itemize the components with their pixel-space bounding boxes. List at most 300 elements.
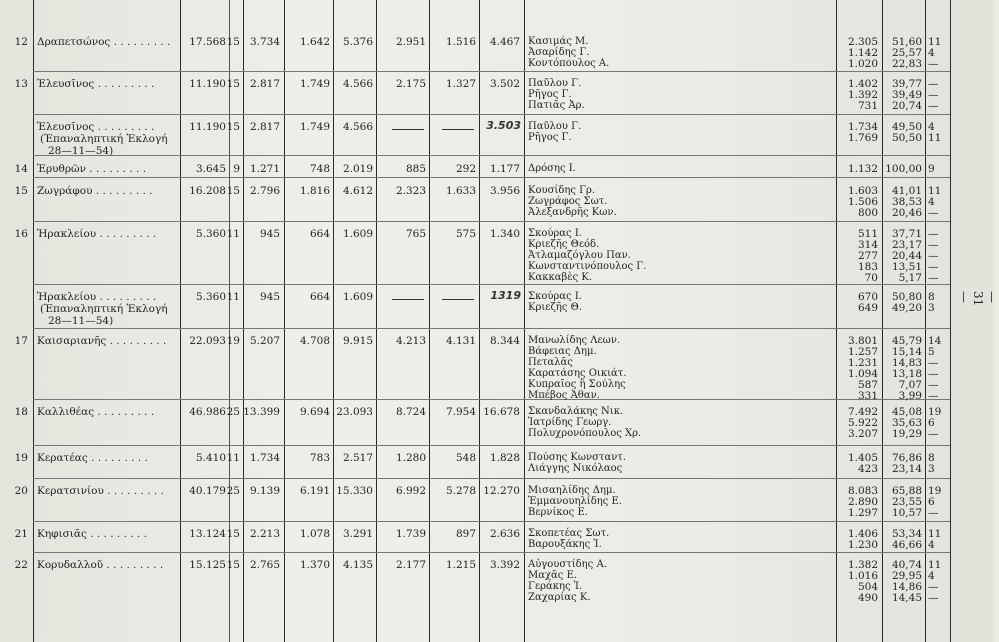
candidate-seats: — (928, 207, 939, 219)
count-c3: 9.915 (342, 335, 373, 347)
row-separator (33, 445, 950, 446)
count-registered: 46.986 (189, 406, 226, 418)
row-separator (33, 177, 950, 178)
count-c6: 2.636 (489, 528, 520, 540)
candidate-votes: 670 (857, 291, 878, 303)
candidate-seats: 9 (928, 163, 935, 175)
row-number: 16 (14, 228, 28, 240)
count-c6: 16.678 (483, 406, 520, 418)
municipality-name: Κερατσινίου . . . . . . . . . (37, 485, 164, 497)
candidate-percent: 46,66 (891, 539, 922, 551)
candidate-votes: 1.392 (847, 89, 878, 101)
column-rule (479, 0, 480, 642)
row-number: 22 (14, 559, 28, 571)
candidate-name: Κυπραῖος ἢ Σούλης (528, 379, 626, 390)
candidate-name: Μπέβος Ἀθαν. (528, 390, 600, 401)
candidate-seats: — (928, 368, 939, 380)
candidate-seats: — (928, 78, 939, 90)
candidate-percent: 45,79 (891, 335, 922, 347)
column-rule (950, 0, 951, 642)
candidate-name: Κριεζῆς Θεόδ. (528, 239, 600, 250)
candidate-votes: 331 (857, 390, 878, 402)
candidate-seats: — (928, 390, 939, 402)
count-tables: 15 (226, 121, 240, 133)
candidate-percent: 23,55 (891, 496, 922, 508)
candidate-votes: 800 (857, 207, 878, 219)
candidate-votes: 511 (857, 228, 878, 240)
count-registered: 5.410 (195, 452, 226, 464)
count-c5: 1.516 (445, 36, 476, 48)
candidate-seats: 11 (928, 185, 942, 197)
count-c4: 885 (405, 163, 426, 175)
count-c6: 3.956 (489, 185, 520, 197)
count-tables: 25 (226, 485, 240, 497)
candidate-seats: 4 (928, 196, 935, 208)
candidate-percent: 39,49 (891, 89, 922, 101)
count-c2: 6.191 (299, 485, 330, 497)
candidate-seats: — (928, 272, 939, 284)
candidate-seats: 3 (928, 302, 935, 314)
candidate-percent: 15,14 (891, 346, 922, 358)
candidate-votes: 1.734 (847, 121, 878, 133)
candidate-seats: — (928, 58, 939, 70)
candidate-votes: 8.083 (847, 485, 878, 497)
count-c3: 4.566 (342, 78, 373, 90)
count-c1: 2.817 (249, 78, 280, 90)
column-rule (33, 0, 34, 642)
candidate-name: Πούσης Κωνσταντ. (528, 452, 627, 463)
count-c1: 2.765 (249, 559, 280, 571)
count-c4: 4.213 (395, 335, 426, 347)
count-c3: 5.376 (342, 36, 373, 48)
candidate-seats: — (928, 357, 939, 369)
candidate-percent: 20,46 (891, 207, 922, 219)
count-tables: 25 (226, 406, 240, 418)
municipality-name: Ἐρυθρῶν . . . . . . . . . (37, 163, 147, 175)
count-c1: 13.399 (243, 406, 280, 418)
count-c6: 1.340 (489, 228, 520, 240)
candidate-name: Ἀλεξανδρῆς Κων. (528, 207, 617, 218)
candidate-votes: 3.207 (847, 428, 878, 440)
column-rule (180, 0, 181, 642)
count-tables: 19 (226, 335, 240, 347)
count-c2: 4.708 (299, 335, 330, 347)
candidate-seats: — (928, 239, 939, 251)
candidate-seats: — (928, 250, 939, 262)
column-rule (333, 0, 334, 642)
candidate-seats: 19 (928, 485, 942, 497)
candidate-percent: 53,34 (891, 528, 922, 540)
candidate-percent: 100,00 (885, 163, 922, 175)
candidate-seats: — (928, 261, 939, 273)
count-c5: 897 (455, 528, 476, 540)
candidate-votes: 1.132 (847, 163, 878, 175)
row-number: 14 (14, 163, 28, 175)
candidate-name: Αὐγουστίδης Α. (528, 559, 607, 570)
blank-dash (392, 299, 424, 300)
candidate-seats: 4 (928, 570, 935, 582)
candidate-seats: — (928, 581, 939, 593)
blank-dash (392, 129, 424, 130)
count-c4: 2.177 (395, 559, 426, 571)
count-c2: 664 (309, 228, 330, 240)
municipality-name: Ἡρακλείου . . . . . . . . . (37, 228, 157, 240)
candidate-percent: 50,80 (891, 291, 922, 303)
municipality-name: Κερατέας . . . . . . . . . (37, 452, 148, 464)
candidate-votes: 1.231 (847, 357, 878, 369)
candidate-votes: 587 (857, 379, 878, 391)
candidate-seats: 14 (928, 335, 942, 347)
candidate-name: Ἐμμανουηλίδης Ε. (528, 496, 622, 507)
candidate-seats: 8 (928, 452, 935, 464)
candidate-votes: 423 (857, 463, 878, 475)
election-note: (Ἐπαναληπτική Ἐκλογή (40, 303, 168, 315)
candidate-name: Μισαηλίδης Δημ. (528, 485, 616, 496)
count-registered: 16.208 (189, 185, 226, 197)
count-c2: 783 (309, 452, 330, 464)
count-registered: 17.568 (189, 36, 226, 48)
count-c2: 748 (309, 163, 330, 175)
count-c1: 2.213 (249, 528, 280, 540)
candidate-name: Ἀτλαμαζόγλου Παν. (528, 250, 631, 261)
row-number: 18 (14, 406, 28, 418)
candidate-percent: 35,63 (891, 417, 922, 429)
candidate-name: Σκανδαλάκης Νικ. (528, 406, 624, 417)
count-c2: 1.816 (299, 185, 330, 197)
candidate-votes: 1.603 (847, 185, 878, 197)
candidate-percent: 13,51 (891, 261, 922, 273)
count-c5: 575 (455, 228, 476, 240)
candidate-name: Παῦλου Γ. (528, 78, 582, 89)
count-c2: 1.749 (299, 78, 330, 90)
row-separator (33, 552, 950, 553)
row-separator (33, 221, 950, 222)
candidate-name: Κριεζῆς Θ. (528, 302, 583, 313)
candidate-seats: 4 (928, 121, 935, 133)
municipality-name: Κηφισιᾶς . . . . . . . . . (37, 528, 147, 540)
count-tables: 15 (226, 78, 240, 90)
count-registered: 11.190 (189, 78, 226, 90)
election-note: (Ἐπαναληπτική Ἐκλογή (40, 133, 168, 145)
row-number: 13 (14, 78, 28, 90)
candidate-votes: 731 (857, 100, 878, 112)
candidate-percent: 51,60 (891, 36, 922, 48)
count-c3: 4.135 (342, 559, 373, 571)
count-c5: 548 (455, 452, 476, 464)
candidate-percent: 49,20 (891, 302, 922, 314)
candidate-seats: — (928, 89, 939, 101)
count-c6: 1.828 (489, 452, 520, 464)
candidate-votes: 1.405 (847, 452, 878, 464)
candidate-name: Βάφειας Δημ. (528, 346, 597, 357)
candidate-seats: — (928, 228, 939, 240)
candidate-votes: 1.406 (847, 528, 878, 540)
blank-dash (442, 299, 474, 300)
count-c3: 23.093 (336, 406, 373, 418)
municipality-name: Ζωγράφου . . . . . . . . . (37, 185, 153, 197)
candidate-name: Ζωγράφος Σωτ. (528, 196, 608, 207)
candidate-votes: 2.305 (847, 36, 878, 48)
count-c3: 4.566 (342, 121, 373, 133)
candidate-percent: 19,29 (891, 428, 922, 440)
count-c1: 1.271 (249, 163, 280, 175)
candidate-seats: — (928, 100, 939, 112)
count-registered: 3.645 (195, 163, 226, 175)
column-rule (284, 0, 285, 642)
candidate-percent: 25,57 (891, 47, 922, 59)
candidate-seats: 5 (928, 346, 935, 358)
candidate-name: Ζαχαρίας Κ. (528, 592, 591, 603)
municipality-name: Ἡρακλείου . . . . . . . . . (37, 291, 157, 303)
candidate-percent: 20,44 (891, 250, 922, 262)
municipality-name: Δραπετσώνος . . . . . . . . . (37, 36, 171, 48)
candidate-name: Κακκαβὲς Κ. (528, 272, 593, 283)
handwritten-total: 1319 (490, 289, 521, 302)
candidate-votes: 504 (857, 581, 878, 593)
candidate-votes: 314 (857, 239, 878, 251)
candidate-percent: 23,14 (891, 463, 922, 475)
candidate-name: Βερνίκος Ε. (528, 507, 588, 518)
count-c6: 8.344 (489, 335, 520, 347)
column-rule (243, 0, 244, 642)
count-tables: 15 (226, 36, 240, 48)
candidate-name: Λιάγγης Νικόλαος (528, 463, 623, 474)
row-number: 12 (14, 36, 28, 48)
candidate-seats: 11 (928, 132, 942, 144)
count-registered: 13.124 (189, 528, 226, 540)
candidate-votes: 1.257 (847, 346, 878, 358)
row-separator (33, 478, 950, 479)
count-c1: 2.817 (249, 121, 280, 133)
candidate-votes: 1.402 (847, 78, 878, 90)
candidate-name: Κωνσταντινόπουλος Γ. (528, 261, 647, 272)
candidate-percent: 29,95 (891, 570, 922, 582)
municipality-name: Κορυδαλλοῦ . . . . . . . . . (37, 559, 164, 571)
candidate-name: Πολυχρονόπουλος Χρ. (528, 428, 642, 439)
page-number: — 31 — (957, 291, 999, 307)
count-c1: 1.734 (249, 452, 280, 464)
count-c6: 1.177 (489, 163, 520, 175)
candidate-seats: 11 (928, 528, 942, 540)
count-c5: 5.278 (445, 485, 476, 497)
count-c3: 2.019 (342, 163, 373, 175)
count-tables: 11 (226, 291, 240, 303)
count-c2: 1.078 (299, 528, 330, 540)
candidate-name: Κασιμάς Μ. (528, 36, 589, 47)
candidate-seats: — (928, 379, 939, 391)
row-number: 20 (14, 485, 28, 497)
count-c5: 4.131 (445, 335, 476, 347)
candidate-name: Σκοπετέας Σωτ. (528, 528, 610, 539)
candidate-percent: 3,99 (898, 390, 922, 402)
municipality-name: Ἐλευσῖνος . . . . . . . . . (37, 121, 155, 133)
candidate-votes: 649 (857, 302, 878, 314)
count-tables: 9 (233, 163, 240, 175)
count-c1: 3.734 (249, 36, 280, 48)
candidate-percent: 39,77 (891, 78, 922, 90)
candidate-votes: 1.020 (847, 58, 878, 70)
row-number: 15 (14, 185, 28, 197)
candidate-percent: 50,50 (891, 132, 922, 144)
candidate-percent: 22,83 (891, 58, 922, 70)
count-c4: 2.951 (395, 36, 426, 48)
count-registered: 15.125 (189, 559, 226, 571)
candidate-votes: 490 (857, 592, 878, 604)
count-registered: 11.190 (189, 121, 226, 133)
count-c4: 765 (405, 228, 426, 240)
candidate-name: Ρῆγος Γ. (528, 132, 572, 143)
candidate-percent: 5,17 (898, 272, 922, 284)
candidate-seats: 6 (928, 496, 935, 508)
candidate-name: Ἀσαρίδης Γ. (528, 47, 590, 58)
candidate-name: Σκούρας Ι. (528, 228, 582, 239)
candidate-votes: 70 (864, 272, 878, 284)
count-c5: 1.215 (445, 559, 476, 571)
handwritten-total: 3.503 (486, 119, 521, 132)
count-c5: 7.954 (445, 406, 476, 418)
candidate-name: Ἰατρίδης Γεωργ. (528, 417, 612, 428)
row-number: 17 (14, 335, 28, 347)
count-c3: 2.517 (342, 452, 373, 464)
candidate-votes: 2.890 (847, 496, 878, 508)
candidate-name: Δρόσης Ι. (528, 163, 576, 174)
count-tables: 15 (226, 559, 240, 571)
candidate-percent: 38,53 (891, 196, 922, 208)
candidate-percent: 40,74 (891, 559, 922, 571)
column-rule (376, 0, 377, 642)
column-rule (429, 0, 430, 642)
count-tables: 11 (226, 452, 240, 464)
blank-dash (442, 129, 474, 130)
count-c6: 3.392 (489, 559, 520, 571)
candidate-votes: 1.382 (847, 559, 878, 571)
candidate-seats: 3 (928, 463, 935, 475)
candidate-votes: 1.230 (847, 539, 878, 551)
row-separator (33, 328, 950, 329)
candidate-votes: 3.801 (847, 335, 878, 347)
count-registered: 5.360 (195, 228, 226, 240)
candidate-percent: 76,86 (891, 452, 922, 464)
candidate-name: Σκούρας Ι. (528, 291, 582, 302)
count-c4: 2.175 (395, 78, 426, 90)
count-c5: 1.327 (445, 78, 476, 90)
candidate-percent: 14,45 (891, 592, 922, 604)
candidate-percent: 49,50 (891, 121, 922, 133)
count-c4: 6.992 (395, 485, 426, 497)
count-c1: 945 (259, 291, 280, 303)
count-c4: 1.739 (395, 528, 426, 540)
candidate-percent: 23,17 (891, 239, 922, 251)
candidate-seats: 8 (928, 291, 935, 303)
row-number: 19 (14, 452, 28, 464)
candidate-votes: 1.506 (847, 196, 878, 208)
candidate-name: Καρατάσης Οικιάτ. (528, 368, 627, 379)
candidate-percent: 14,86 (891, 581, 922, 593)
candidate-percent: 45,08 (891, 406, 922, 418)
count-registered: 5.360 (195, 291, 226, 303)
count-c4: 1.280 (395, 452, 426, 464)
candidate-votes: 5.922 (847, 417, 878, 429)
count-c5: 292 (455, 163, 476, 175)
count-tables: 15 (226, 528, 240, 540)
column-rule (524, 0, 525, 642)
candidate-name: Κοντόπουλος Α. (528, 58, 610, 69)
count-c2: 664 (309, 291, 330, 303)
municipality-name: Καλλιθέας . . . . . . . . . (37, 406, 155, 418)
row-number: 21 (14, 528, 28, 540)
candidate-name: Μαχᾶς Ε. (528, 570, 578, 581)
municipality-name: Καισαριανῆς . . . . . . . . . (37, 335, 167, 347)
candidate-seats: 19 (928, 406, 942, 418)
candidate-percent: 41,01 (891, 185, 922, 197)
candidate-name: Μανωλίδης Λεων. (528, 335, 621, 346)
candidate-name: Πεταλᾶς (528, 357, 573, 368)
candidate-votes: 1.297 (847, 507, 878, 519)
candidate-percent: 20,74 (891, 100, 922, 112)
candidate-percent: 14,83 (891, 357, 922, 369)
count-tables: 11 (226, 228, 240, 240)
candidate-votes: 1.016 (847, 570, 878, 582)
count-c4: 2.323 (395, 185, 426, 197)
count-c2: 1.642 (299, 36, 330, 48)
count-c1: 945 (259, 228, 280, 240)
candidate-name: Κουσίδης Γρ. (528, 185, 596, 196)
count-c3: 3.291 (342, 528, 373, 540)
candidate-votes: 277 (857, 250, 878, 262)
count-c3: 4.612 (342, 185, 373, 197)
count-registered: 40.179 (189, 485, 226, 497)
municipality-name: Ἐλευσῖνος . . . . . . . . . (37, 78, 155, 90)
candidate-seats: — (928, 592, 939, 604)
candidate-seats: 4 (928, 539, 935, 551)
candidate-percent: 65,88 (891, 485, 922, 497)
column-rule (229, 0, 230, 642)
candidate-votes: 1.094 (847, 368, 878, 380)
candidate-percent: 7,07 (898, 379, 922, 391)
candidate-seats: 11 (928, 559, 942, 571)
row-separator (33, 155, 950, 156)
candidate-name: Ρῆγος Γ. (528, 89, 572, 100)
count-c6: 4.467 (489, 36, 520, 48)
count-c3: 15.330 (336, 485, 373, 497)
count-registered: 22.093 (189, 335, 226, 347)
candidate-seats: 4 (928, 47, 935, 59)
count-c6: 12.270 (483, 485, 520, 497)
candidate-votes: 183 (857, 261, 878, 273)
election-date: 28—11—54) (48, 145, 114, 157)
candidate-name: Παῦλου Γ. (528, 121, 582, 132)
count-c1: 2.796 (249, 185, 280, 197)
candidate-seats: — (928, 507, 939, 519)
count-c3: 1.609 (342, 228, 373, 240)
candidate-votes: 1.769 (847, 132, 878, 144)
candidate-percent: 37,71 (891, 228, 922, 240)
candidate-percent: 10,57 (891, 507, 922, 519)
candidate-votes: 1.142 (847, 47, 878, 59)
candidate-seats: 11 (928, 36, 942, 48)
candidate-seats: 6 (928, 417, 935, 429)
candidate-percent: 13,18 (891, 368, 922, 380)
candidate-seats: — (928, 428, 939, 440)
count-tables: 15 (226, 185, 240, 197)
count-c2: 1.749 (299, 121, 330, 133)
count-c3: 1.609 (342, 291, 373, 303)
candidate-name: Βαρουξάκης Ἰ. (528, 539, 602, 550)
row-separator (33, 71, 950, 72)
row-separator (33, 114, 950, 115)
election-date: 28—11—54) (48, 315, 114, 327)
candidate-votes: 7.492 (847, 406, 878, 418)
